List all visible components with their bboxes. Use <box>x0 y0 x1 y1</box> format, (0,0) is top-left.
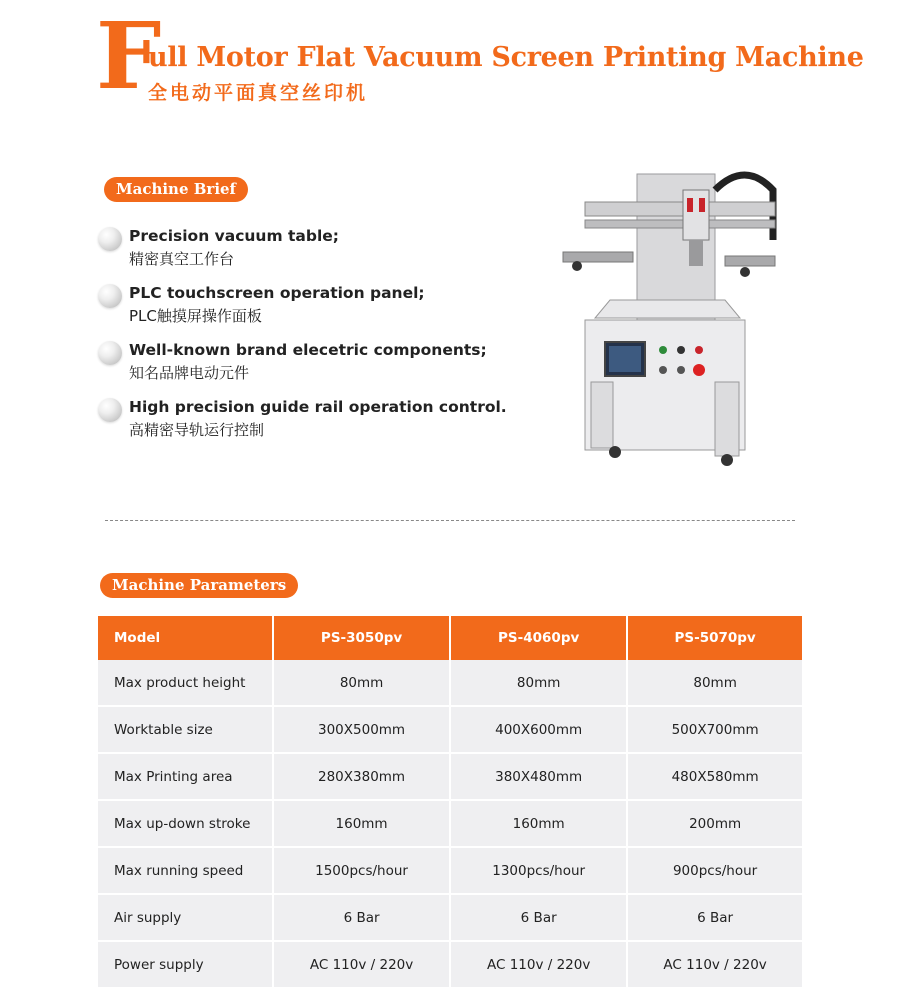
table-cell: 6 Bar <box>628 895 802 942</box>
row-label: Air supply <box>98 895 274 942</box>
feature-text-chinese: 高精密导轨运行控制 <box>129 421 265 439</box>
page-header <box>96 2 864 110</box>
table-cell: 500X700mm <box>628 707 802 754</box>
column-header: PS-3050pv <box>274 616 451 660</box>
table-cell: AC 110v / 220v <box>274 942 451 989</box>
row-label: Max product height <box>98 660 274 707</box>
title-initial: F <box>96 2 162 110</box>
row-label: Max up-down stroke <box>98 801 274 848</box>
pearl-bullet-icon <box>98 398 122 422</box>
column-header: PS-5070pv <box>628 616 802 660</box>
row-label: Worktable size <box>98 707 274 754</box>
printing-machine-image <box>555 160 785 470</box>
feature-text: High precision guide rail operation control. <box>129 398 507 416</box>
table-row <box>98 895 802 942</box>
table-cell: 80mm <box>628 660 802 707</box>
row-label: Max Printing area <box>98 754 274 801</box>
parameters-table <box>98 616 802 989</box>
table-cell: 160mm <box>274 801 451 848</box>
feature-list <box>98 223 528 451</box>
table-cell: 200mm <box>628 801 802 848</box>
list-item <box>98 337 528 394</box>
table-cell: 1300pcs/hour <box>451 848 628 895</box>
machine-brief-heading: Machine Brief <box>104 177 248 202</box>
row-label: Max running speed <box>98 848 274 895</box>
feature-text: Precision vacuum table; <box>129 227 339 245</box>
table-cell: 480X580mm <box>628 754 802 801</box>
table-row <box>98 942 802 989</box>
table-cell: 300X500mm <box>274 707 451 754</box>
table-cell: 6 Bar <box>451 895 628 942</box>
column-header: PS-4060pv <box>451 616 628 660</box>
table-cell: AC 110v / 220v <box>451 942 628 989</box>
table-row <box>98 754 802 801</box>
feature-text-chinese: 知名品牌电动元件 <box>129 364 250 382</box>
table-row <box>98 848 802 895</box>
table-row <box>98 801 802 848</box>
machine-parameters-heading: Machine Parameters <box>100 573 298 598</box>
table-cell: 380X480mm <box>451 754 628 801</box>
list-item <box>98 394 528 451</box>
table-cell: 400X600mm <box>451 707 628 754</box>
feature-text-chinese: 精密真空工作台 <box>129 250 235 268</box>
feature-text: Well-known brand elecetric components; <box>129 341 487 359</box>
page-title: ull Motor Flat Vacuum Screen Printing Machine <box>148 42 864 73</box>
list-item <box>98 223 528 280</box>
table-cell: 80mm <box>451 660 628 707</box>
feature-text: PLC touchscreen operation panel; <box>129 284 425 302</box>
table-cell: AC 110v / 220v <box>628 942 802 989</box>
feature-text-chinese: PLC触摸屏操作面板 <box>129 307 262 325</box>
table-cell: 900pcs/hour <box>628 848 802 895</box>
table-cell: 6 Bar <box>274 895 451 942</box>
pearl-bullet-icon <box>98 341 122 365</box>
page-title-chinese: 全电动平面真空丝印机 <box>148 82 369 104</box>
table-cell: 160mm <box>451 801 628 848</box>
list-item <box>98 280 528 337</box>
table-cell: 80mm <box>274 660 451 707</box>
column-header-model: Model <box>98 616 274 660</box>
pearl-bullet-icon <box>98 284 122 308</box>
table-cell: 1500pcs/hour <box>274 848 451 895</box>
pearl-bullet-icon <box>98 227 122 251</box>
row-label: Power supply <box>98 942 274 989</box>
table-row <box>98 660 802 707</box>
table-header-row <box>98 616 802 660</box>
section-divider <box>105 520 795 521</box>
table-cell: 280X380mm <box>274 754 451 801</box>
table-row <box>98 707 802 754</box>
